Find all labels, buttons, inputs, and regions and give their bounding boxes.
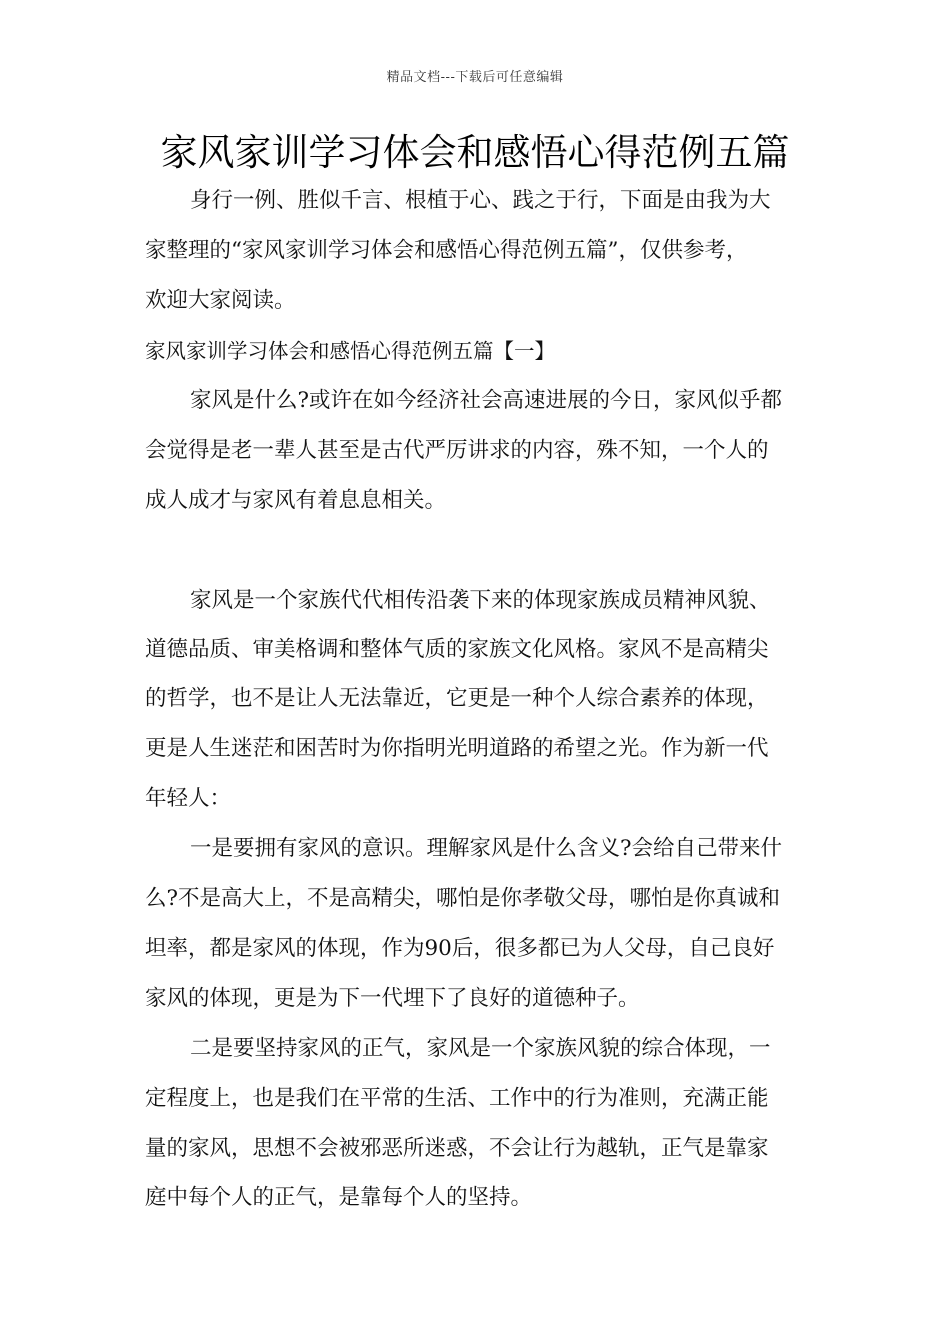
document-title: 家风家训学习体会和感悟心得范例五篇 xyxy=(160,131,790,174)
paragraph-4-line-4: 庭中每个人的正气，是靠每个人的坚持。 xyxy=(145,1185,533,1210)
paragraph-4-line-1: 二是要坚持家风的正气，家风是一个家族风貌的综合体现，一 xyxy=(190,1036,771,1061)
intro-line-1: 身行一例、胜似千言、根植于心、践之于行，下面是由我为大 xyxy=(190,188,771,213)
intro-line-3: 欢迎大家阅读。 xyxy=(145,288,296,313)
paragraph-4-line-2: 定程度上，也是我们在平常的生活、工作中的行为准则，充满正能 xyxy=(145,1086,769,1111)
paragraph-1-line-3: 成人成才与家风有着息息相关。 xyxy=(145,488,447,513)
paragraph-3-line-1: 一是要拥有家风的意识。理解家风是什么含义?会给自己带来什 xyxy=(190,836,783,861)
paragraph-1-line-2: 会觉得是老一辈人甚至是古代严厉讲求的内容，殊不知，一个人的 xyxy=(145,438,769,463)
paragraph-2-line-4: 更是人生迷茫和困苦时为你指明光明道路的希望之光。作为新一代 xyxy=(145,736,769,761)
paragraph-4-line-3: 量的家风，思想不会被邪恶所迷惑，不会让行为越轨，正气是靠家 xyxy=(145,1136,769,1161)
paragraph-2-line-1: 家风是一个家族代代相传沿袭下来的体现家族成员精神风貌、 xyxy=(190,588,771,613)
paragraph-3-line-2: 么?不是高大上，不是高精尖，哪怕是你孝敬父母，哪怕是你真诚和 xyxy=(145,886,781,911)
paragraph-3-line-3: 坦率，都是家风的体现，作为90后，很多都已为人父母，自己良好 xyxy=(145,936,775,961)
header-note: 精品文档---下载后可任意编辑 xyxy=(386,70,564,85)
paragraph-2-line-2: 道德品质、审美格调和整体气质的家族文化风格。家风不是高精尖 xyxy=(145,637,769,662)
paragraph-2-line-5: 年轻人： xyxy=(145,786,232,811)
section-heading-1: 家风家训学习体会和感悟心得范例五篇【一】 xyxy=(145,339,555,363)
intro-line-2: 家整理的“家风家训学习体会和感悟心得范例五篇”，仅供参考， xyxy=(145,238,748,263)
paragraph-1-line-1: 家风是什么?或许在如今经济社会高速进展的今日，家风似乎都 xyxy=(190,388,783,413)
paragraph-3-line-4: 家风的体现，更是为下一代埋下了良好的道德种子。 xyxy=(145,986,640,1011)
paragraph-2-line-3: 的哲学，也不是让人无法靠近，它更是一种个人综合素养的体现， xyxy=(145,686,769,711)
